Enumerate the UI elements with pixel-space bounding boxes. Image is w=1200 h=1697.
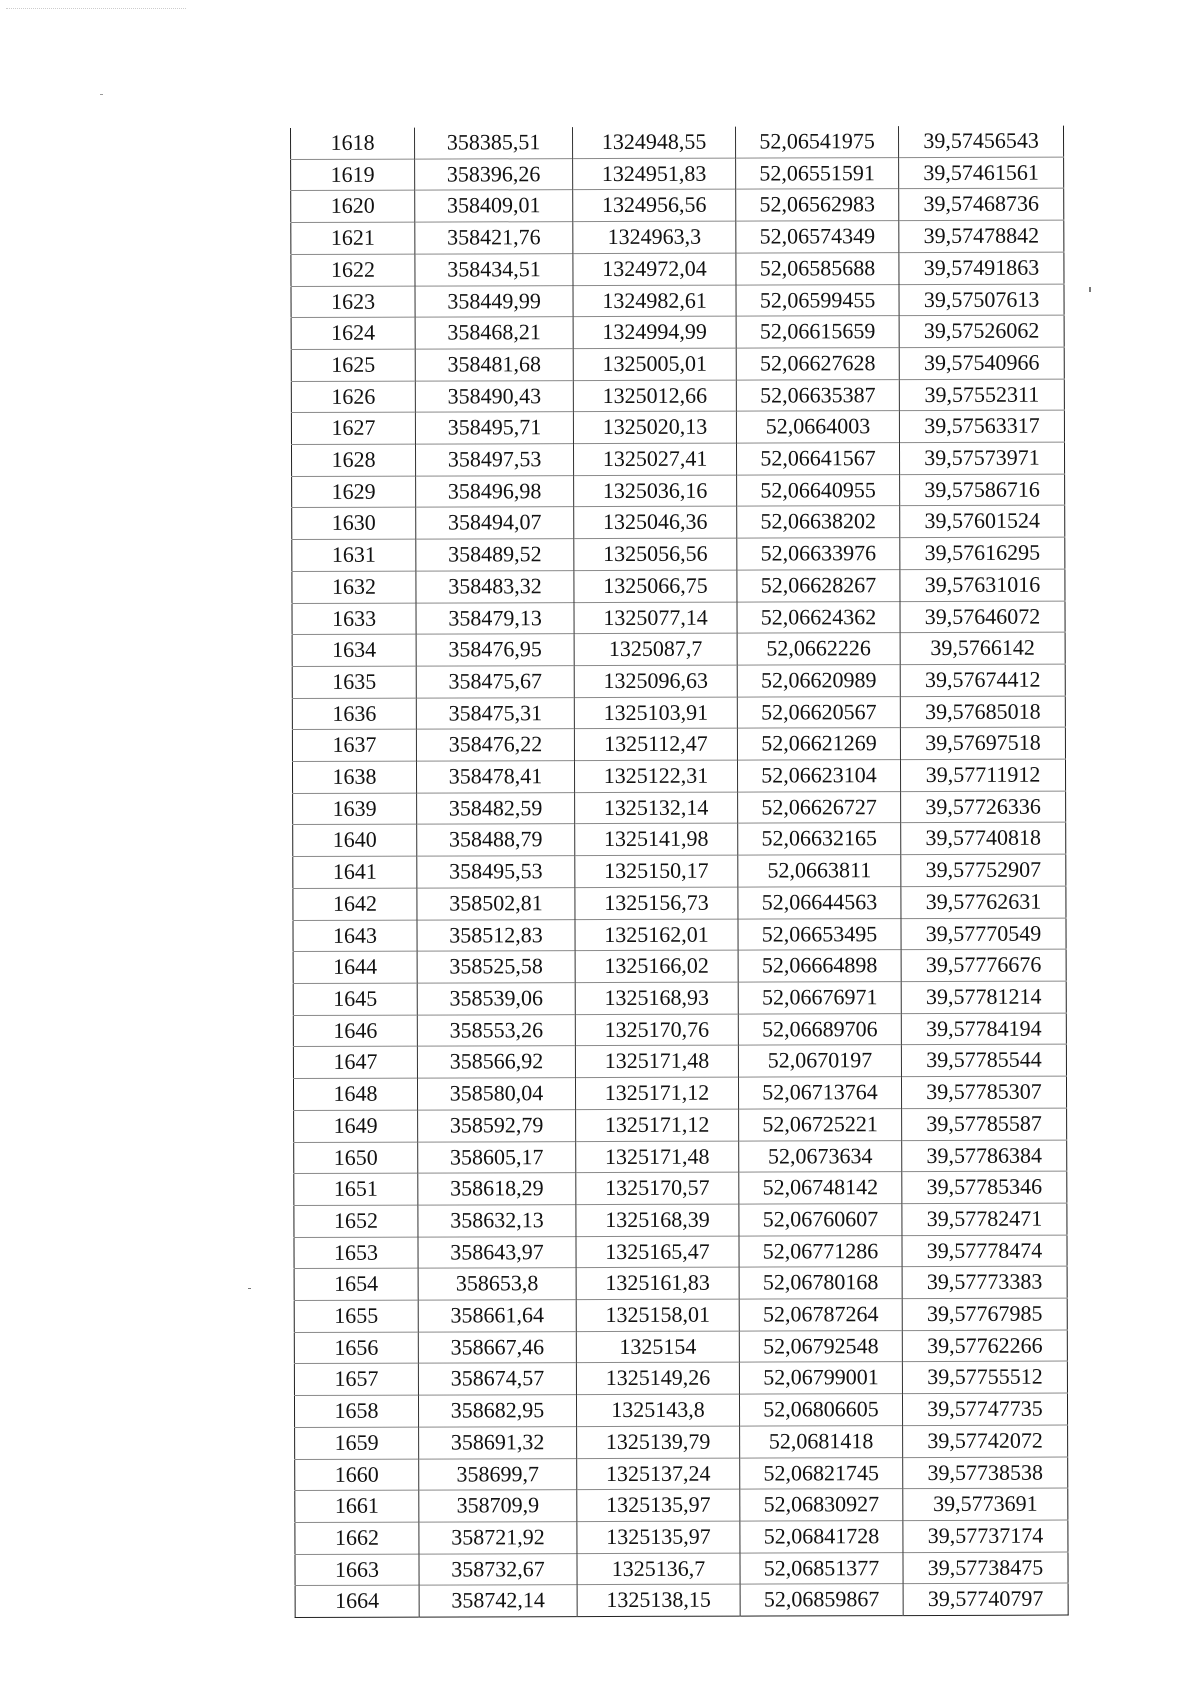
- table-row: [291, 284, 1064, 318]
- y-coordinate-cell: 1325156,73: [575, 887, 738, 919]
- y-coordinate-cell: 1325135,97: [577, 1489, 740, 1521]
- y-coordinate-cell: 1325168,93: [575, 982, 738, 1014]
- x-coordinate-cell: 358475,31: [416, 697, 574, 729]
- latitude-cell: 52,06771286: [739, 1235, 902, 1267]
- x-coordinate-cell: 358494,07: [416, 507, 574, 539]
- table-row: [291, 347, 1064, 381]
- latitude-cell: 52,06624362: [737, 601, 900, 633]
- latitude-cell: 52,0663811: [738, 855, 901, 887]
- point-number-cell: 1644: [293, 951, 417, 983]
- longitude-cell: 39,57507613: [899, 284, 1064, 316]
- y-coordinate-cell: 1325077,14: [574, 602, 737, 634]
- table-row: [295, 1457, 1068, 1491]
- longitude-cell: 39,57784194: [901, 1013, 1066, 1045]
- longitude-cell: 39,57767985: [902, 1298, 1067, 1330]
- longitude-cell: 39,57586716: [900, 474, 1065, 506]
- table-row: [294, 1108, 1067, 1142]
- table-row: [291, 157, 1064, 191]
- scan-speck: [1089, 287, 1091, 292]
- point-number-cell: 1635: [292, 666, 416, 698]
- latitude-cell: 52,06830927: [740, 1489, 903, 1521]
- table-row: [292, 759, 1065, 793]
- latitude-cell: 52,06551591: [736, 157, 899, 189]
- coordinates-table-container: [290, 126, 1068, 1618]
- point-number-cell: 1629: [292, 476, 416, 508]
- point-number-cell: 1628: [291, 444, 415, 476]
- y-coordinate-cell: 1325103,91: [574, 697, 737, 729]
- x-coordinate-cell: 358721,92: [419, 1522, 577, 1554]
- x-coordinate-cell: 358580,04: [417, 1078, 575, 1110]
- longitude-cell: 39,57573971: [899, 442, 1064, 474]
- point-number-cell: 1650: [294, 1142, 418, 1174]
- scan-speck: [248, 1288, 251, 1289]
- point-number-cell: 1623: [291, 286, 415, 318]
- longitude-cell: 39,57631016: [900, 569, 1065, 601]
- table-row: [293, 981, 1066, 1015]
- y-coordinate-cell: 1324994,99: [573, 316, 736, 348]
- y-coordinate-cell: 1325170,57: [576, 1172, 739, 1204]
- x-coordinate-cell: 358468,21: [415, 317, 573, 349]
- y-coordinate-cell: 1325132,14: [575, 792, 738, 824]
- y-coordinate-cell: 1325171,12: [576, 1109, 739, 1141]
- latitude-cell: 52,06623104: [737, 760, 900, 792]
- point-number-cell: 1652: [294, 1205, 418, 1237]
- table-row: [295, 1552, 1068, 1586]
- latitude-cell: 52,0673634: [739, 1140, 902, 1172]
- latitude-cell: 52,06640955: [737, 474, 900, 506]
- latitude-cell: 52,06641567: [736, 443, 899, 475]
- longitude-cell: 39,5773691: [903, 1488, 1068, 1520]
- y-coordinate-cell: 1325161,83: [576, 1267, 739, 1299]
- latitude-cell: 52,06585688: [736, 252, 899, 284]
- latitude-cell: 52,06787264: [739, 1299, 902, 1331]
- x-coordinate-cell: 358476,95: [416, 634, 574, 666]
- x-coordinate-cell: 358385,51: [414, 127, 572, 159]
- latitude-cell: 52,0662226: [737, 633, 900, 665]
- x-coordinate-cell: 358489,52: [416, 539, 574, 571]
- longitude-cell: 39,57740818: [901, 823, 1066, 855]
- y-coordinate-cell: 1324972,04: [573, 253, 736, 285]
- point-number-cell: 1640: [293, 825, 417, 857]
- point-number-cell: 1632: [292, 571, 416, 603]
- latitude-cell: 52,06653495: [738, 918, 901, 950]
- longitude-cell: 39,57540966: [899, 347, 1064, 379]
- latitude-cell: 52,06635387: [736, 379, 899, 411]
- x-coordinate-cell: 358605,17: [418, 1141, 576, 1173]
- y-coordinate-cell: 1325162,01: [575, 919, 738, 951]
- latitude-cell: 52,06621269: [737, 728, 900, 760]
- longitude-cell: 39,57740797: [903, 1583, 1068, 1615]
- point-number-cell: 1647: [293, 1046, 417, 1078]
- latitude-cell: 52,06713764: [738, 1077, 901, 1109]
- y-coordinate-cell: 1325066,75: [574, 570, 737, 602]
- longitude-cell: 39,57563317: [899, 410, 1064, 442]
- y-coordinate-cell: 1325141,98: [575, 824, 738, 856]
- point-number-cell: 1660: [295, 1459, 419, 1491]
- table-row: [293, 823, 1066, 857]
- x-coordinate-cell: 358661,64: [418, 1300, 576, 1332]
- longitude-cell: 39,5766142: [900, 632, 1065, 664]
- latitude-cell: 52,06644563: [738, 886, 901, 918]
- longitude-cell: 39,57674412: [900, 664, 1065, 696]
- table-row: [291, 252, 1064, 286]
- x-coordinate-cell: 358434,51: [415, 253, 573, 285]
- point-number-cell: 1659: [295, 1427, 419, 1459]
- longitude-cell: 39,57773383: [902, 1266, 1067, 1298]
- latitude-cell: 52,06541975: [735, 126, 898, 158]
- point-number-cell: 1636: [292, 698, 416, 730]
- table-row: [294, 1330, 1067, 1364]
- latitude-cell: 52,06676971: [738, 982, 901, 1014]
- longitude-cell: 39,57468736: [899, 188, 1064, 220]
- y-coordinate-cell: 1325122,31: [574, 760, 737, 792]
- x-coordinate-cell: 358691,32: [419, 1426, 577, 1458]
- latitude-cell: 52,06620989: [737, 665, 900, 697]
- y-coordinate-cell: 1325171,48: [576, 1141, 739, 1173]
- longitude-cell: 39,57786384: [902, 1140, 1067, 1172]
- x-coordinate-cell: 358421,76: [415, 222, 573, 254]
- longitude-cell: 39,57616295: [900, 537, 1065, 569]
- table-row: [293, 1013, 1066, 1047]
- y-coordinate-cell: 1325143,8: [576, 1394, 739, 1426]
- y-coordinate-cell: 1325154: [576, 1331, 739, 1363]
- y-coordinate-cell: 1325149,26: [576, 1363, 739, 1395]
- longitude-cell: 39,57755512: [902, 1361, 1067, 1393]
- y-coordinate-cell: 1325139,79: [577, 1426, 740, 1458]
- table-row: [294, 1361, 1067, 1395]
- y-coordinate-cell: 1325170,76: [575, 1014, 738, 1046]
- longitude-cell: 39,57526062: [899, 315, 1064, 347]
- y-coordinate-cell: 1325150,17: [575, 855, 738, 887]
- point-number-cell: 1622: [291, 254, 415, 286]
- table-row: [292, 474, 1065, 508]
- point-number-cell: 1643: [293, 920, 417, 952]
- x-coordinate-cell: 358699,7: [419, 1458, 577, 1490]
- x-coordinate-cell: 358475,67: [416, 666, 574, 698]
- x-coordinate-cell: 358490,43: [415, 380, 573, 412]
- y-coordinate-cell: 1325056,56: [574, 538, 737, 570]
- longitude-cell: 39,57737174: [903, 1520, 1068, 1552]
- point-number-cell: 1649: [294, 1110, 418, 1142]
- latitude-cell: 52,06725221: [739, 1108, 902, 1140]
- x-coordinate-cell: 358653,8: [418, 1268, 576, 1300]
- longitude-cell: 39,57785544: [901, 1044, 1066, 1076]
- longitude-cell: 39,57742072: [903, 1425, 1068, 1457]
- longitude-cell: 39,57781214: [901, 981, 1066, 1013]
- table-row: [292, 601, 1065, 635]
- table-row: [291, 220, 1064, 254]
- longitude-cell: 39,57782471: [902, 1203, 1067, 1235]
- latitude-cell: 52,06841728: [740, 1521, 903, 1553]
- table-row: [294, 1393, 1067, 1427]
- x-coordinate-cell: 358497,53: [415, 444, 573, 476]
- point-number-cell: 1646: [293, 1015, 417, 1047]
- longitude-cell: 39,57726336: [901, 791, 1066, 823]
- table-row: [295, 1583, 1068, 1617]
- x-coordinate-cell: 358478,41: [416, 761, 574, 793]
- longitude-cell: 39,57685018: [900, 696, 1065, 728]
- x-coordinate-cell: 358632,13: [418, 1205, 576, 1237]
- table-row: [293, 854, 1066, 888]
- x-coordinate-cell: 358512,83: [417, 919, 575, 951]
- y-coordinate-cell: 1325005,01: [573, 348, 736, 380]
- point-number-cell: 1661: [295, 1490, 419, 1522]
- x-coordinate-cell: 358709,9: [419, 1490, 577, 1522]
- longitude-cell: 39,57601524: [900, 506, 1065, 538]
- point-number-cell: 1634: [292, 634, 416, 666]
- table-row: [291, 442, 1064, 476]
- table-row: [294, 1298, 1067, 1332]
- table-row: [294, 1266, 1067, 1300]
- scan-artifact-top: [6, 8, 186, 11]
- longitude-cell: 39,57738475: [903, 1552, 1068, 1584]
- table-row: [295, 1425, 1068, 1459]
- longitude-cell: 39,57752907: [901, 854, 1066, 886]
- point-number-cell: 1654: [294, 1268, 418, 1300]
- latitude-cell: 52,06859867: [740, 1584, 903, 1616]
- table-row: [293, 1044, 1066, 1078]
- longitude-cell: 39,57785307: [901, 1076, 1066, 1108]
- point-number-cell: 1663: [295, 1554, 419, 1586]
- table-row: [292, 727, 1065, 761]
- table-row: [293, 886, 1066, 920]
- latitude-cell: 52,06748142: [739, 1172, 902, 1204]
- latitude-cell: 52,06792548: [739, 1330, 902, 1362]
- x-coordinate-cell: 358674,57: [418, 1363, 576, 1395]
- latitude-cell: 52,06574349: [736, 221, 899, 253]
- table-row: [292, 537, 1065, 571]
- x-coordinate-cell: 358553,26: [417, 1014, 575, 1046]
- longitude-cell: 39,57770549: [901, 918, 1066, 950]
- x-coordinate-cell: 358476,22: [416, 729, 574, 761]
- latitude-cell: 52,06633976: [737, 538, 900, 570]
- table-row: [292, 569, 1065, 603]
- latitude-cell: 52,06626727: [738, 791, 901, 823]
- latitude-cell: 52,06851377: [740, 1552, 903, 1584]
- table-row: [292, 506, 1065, 540]
- x-coordinate-cell: 358488,79: [417, 824, 575, 856]
- x-coordinate-cell: 358618,29: [418, 1173, 576, 1205]
- x-coordinate-cell: 358682,95: [418, 1395, 576, 1427]
- point-number-cell: 1627: [291, 412, 415, 444]
- longitude-cell: 39,57552311: [899, 379, 1064, 411]
- x-coordinate-cell: 358449,99: [415, 285, 573, 317]
- table-row: [293, 949, 1066, 983]
- x-coordinate-cell: 358495,53: [417, 856, 575, 888]
- latitude-cell: 52,06821745: [740, 1457, 903, 1489]
- y-coordinate-cell: 1325112,47: [574, 728, 737, 760]
- latitude-cell: 52,0681418: [740, 1425, 903, 1457]
- y-coordinate-cell: 1325171,48: [575, 1045, 738, 1077]
- table-row: [294, 1235, 1067, 1269]
- y-coordinate-cell: 1325012,66: [573, 380, 736, 412]
- point-number-cell: 1653: [294, 1237, 418, 1269]
- scan-speck: [100, 94, 103, 95]
- table-row: [291, 188, 1064, 222]
- y-coordinate-cell: 1325135,97: [577, 1521, 740, 1553]
- point-number-cell: 1642: [293, 888, 417, 920]
- latitude-cell: 52,06638202: [737, 506, 900, 538]
- longitude-cell: 39,57491863: [899, 252, 1064, 284]
- x-coordinate-cell: 358396,26: [415, 158, 573, 190]
- longitude-cell: 39,57762266: [902, 1330, 1067, 1362]
- y-coordinate-cell: 1325165,47: [576, 1236, 739, 1268]
- longitude-cell: 39,57711912: [900, 759, 1065, 791]
- y-coordinate-cell: 1325137,24: [577, 1458, 740, 1490]
- y-coordinate-cell: 1325171,12: [575, 1077, 738, 1109]
- table-row: [294, 1140, 1067, 1174]
- y-coordinate-cell: 1325046,36: [574, 507, 737, 539]
- point-number-cell: 1657: [294, 1364, 418, 1396]
- y-coordinate-cell: 1324963,3: [573, 221, 736, 253]
- point-number-cell: 1618: [330, 129, 375, 155]
- table-row: [291, 410, 1064, 444]
- y-coordinate-cell: 1325138,15: [577, 1584, 740, 1616]
- y-coordinate-cell: 1325087,7: [574, 633, 737, 665]
- point-number-cell: 1658: [294, 1395, 418, 1427]
- latitude-cell: 52,06632165: [738, 823, 901, 855]
- point-number-cell: 1624: [291, 317, 415, 349]
- table-row: [292, 632, 1065, 666]
- y-coordinate-cell: 1325027,41: [573, 443, 736, 475]
- longitude-cell: 39,57456543: [898, 126, 1063, 158]
- latitude-cell: 52,06599455: [736, 284, 899, 316]
- x-coordinate-cell: 358483,32: [416, 570, 574, 602]
- point-number-cell: 1662: [295, 1522, 419, 1554]
- longitude-cell: 39,57785346: [902, 1171, 1067, 1203]
- y-coordinate-cell: 1324982,61: [573, 285, 736, 317]
- y-coordinate-cell: 1325158,01: [576, 1299, 739, 1331]
- table-row: [294, 1171, 1067, 1205]
- x-coordinate-cell: 358502,81: [417, 887, 575, 919]
- longitude-cell: 39,57738538: [903, 1457, 1068, 1489]
- x-coordinate-cell: 358592,79: [418, 1109, 576, 1141]
- point-number-cell: 1630: [292, 508, 416, 540]
- x-coordinate-cell: 358479,13: [416, 602, 574, 634]
- longitude-cell: 39,57762631: [901, 886, 1066, 918]
- point-number-cell: 1639: [293, 793, 417, 825]
- y-coordinate-cell: 1325036,16: [574, 475, 737, 507]
- latitude-cell: 52,0664003: [736, 411, 899, 443]
- point-number-cell: 1641: [293, 856, 417, 888]
- longitude-cell: 39,57697518: [900, 727, 1065, 759]
- x-coordinate-cell: 358496,98: [416, 475, 574, 507]
- table-row: [292, 696, 1065, 730]
- y-coordinate-cell: 1325020,13: [573, 411, 736, 443]
- longitude-cell: 39,57461561: [899, 157, 1064, 189]
- point-number-cell: 1648: [293, 1078, 417, 1110]
- latitude-cell: 52,0670197: [738, 1045, 901, 1077]
- y-coordinate-cell: 1324951,83: [573, 158, 736, 190]
- point-number-cell: 1620: [291, 191, 415, 223]
- point-number-cell: 1655: [294, 1300, 418, 1332]
- point-number-cell: 1631: [292, 539, 416, 571]
- table-row: [292, 664, 1065, 698]
- table-row: [295, 1520, 1068, 1554]
- point-number-cell: 1619: [291, 159, 415, 191]
- x-coordinate-cell: 358525,58: [417, 951, 575, 983]
- longitude-cell: 39,57776676: [901, 949, 1066, 981]
- x-coordinate-cell: 358482,59: [417, 792, 575, 824]
- longitude-cell: 39,57747735: [902, 1393, 1067, 1425]
- table-row: [295, 1488, 1068, 1522]
- point-number-cell: 1626: [291, 381, 415, 413]
- latitude-cell: 52,06562983: [736, 189, 899, 221]
- point-number-cell: 1625: [291, 349, 415, 381]
- latitude-cell: 52,06628267: [737, 569, 900, 601]
- latitude-cell: 52,06664898: [738, 950, 901, 982]
- point-number-cell: 1656: [294, 1332, 418, 1364]
- table-row: [291, 315, 1064, 349]
- x-coordinate-cell: 358667,46: [418, 1331, 576, 1363]
- x-coordinate-cell: 358742,14: [419, 1585, 577, 1617]
- table-row: [293, 1076, 1066, 1110]
- latitude-cell: 52,06780168: [739, 1267, 902, 1299]
- x-coordinate-cell: 358566,92: [417, 1046, 575, 1078]
- table-row: [293, 918, 1066, 952]
- y-coordinate-cell: 1325136,7: [577, 1553, 740, 1585]
- table-row: [291, 126, 1064, 160]
- longitude-cell: 39,57778474: [902, 1235, 1067, 1267]
- point-number-cell: 1621: [291, 222, 415, 254]
- point-number-cell: 1637: [292, 729, 416, 761]
- table-row: [291, 379, 1064, 413]
- longitude-cell: 39,57478842: [899, 220, 1064, 252]
- latitude-cell: 52,06760607: [739, 1203, 902, 1235]
- point-number-cell: 1638: [292, 761, 416, 793]
- point-number-cell: 1633: [292, 603, 416, 635]
- table-row: [293, 791, 1066, 825]
- latitude-cell: 52,06689706: [738, 1013, 901, 1045]
- latitude-cell: 52,06615659: [736, 316, 899, 348]
- latitude-cell: 52,06799001: [739, 1362, 902, 1394]
- y-coordinate-cell: 1325166,02: [575, 950, 738, 982]
- y-coordinate-cell: 1324956,56: [573, 190, 736, 222]
- longitude-cell: 39,57785587: [902, 1108, 1067, 1140]
- x-coordinate-cell: 358539,06: [417, 983, 575, 1015]
- y-coordinate-cell: 1325168,39: [576, 1204, 739, 1236]
- table-row: [294, 1203, 1067, 1237]
- y-coordinate-cell: 1324948,55: [572, 127, 735, 159]
- coordinates-table: [290, 126, 1069, 1618]
- latitude-cell: 52,06627628: [736, 348, 899, 380]
- x-coordinate-cell: 358481,68: [415, 349, 573, 381]
- latitude-cell: 52,06806605: [739, 1394, 902, 1426]
- point-number-cell: 1651: [294, 1173, 418, 1205]
- latitude-cell: 52,06620567: [737, 696, 900, 728]
- y-coordinate-cell: 1325096,63: [574, 665, 737, 697]
- x-coordinate-cell: 358732,67: [419, 1553, 577, 1585]
- point-number-cell: 1645: [293, 983, 417, 1015]
- x-coordinate-cell: 358643,97: [418, 1236, 576, 1268]
- x-coordinate-cell: 358495,71: [415, 412, 573, 444]
- table-body: [291, 126, 1069, 1618]
- x-coordinate-cell: 358409,01: [415, 190, 573, 222]
- point-number-cell: 1664: [295, 1585, 419, 1617]
- longitude-cell: 39,57646072: [900, 601, 1065, 633]
